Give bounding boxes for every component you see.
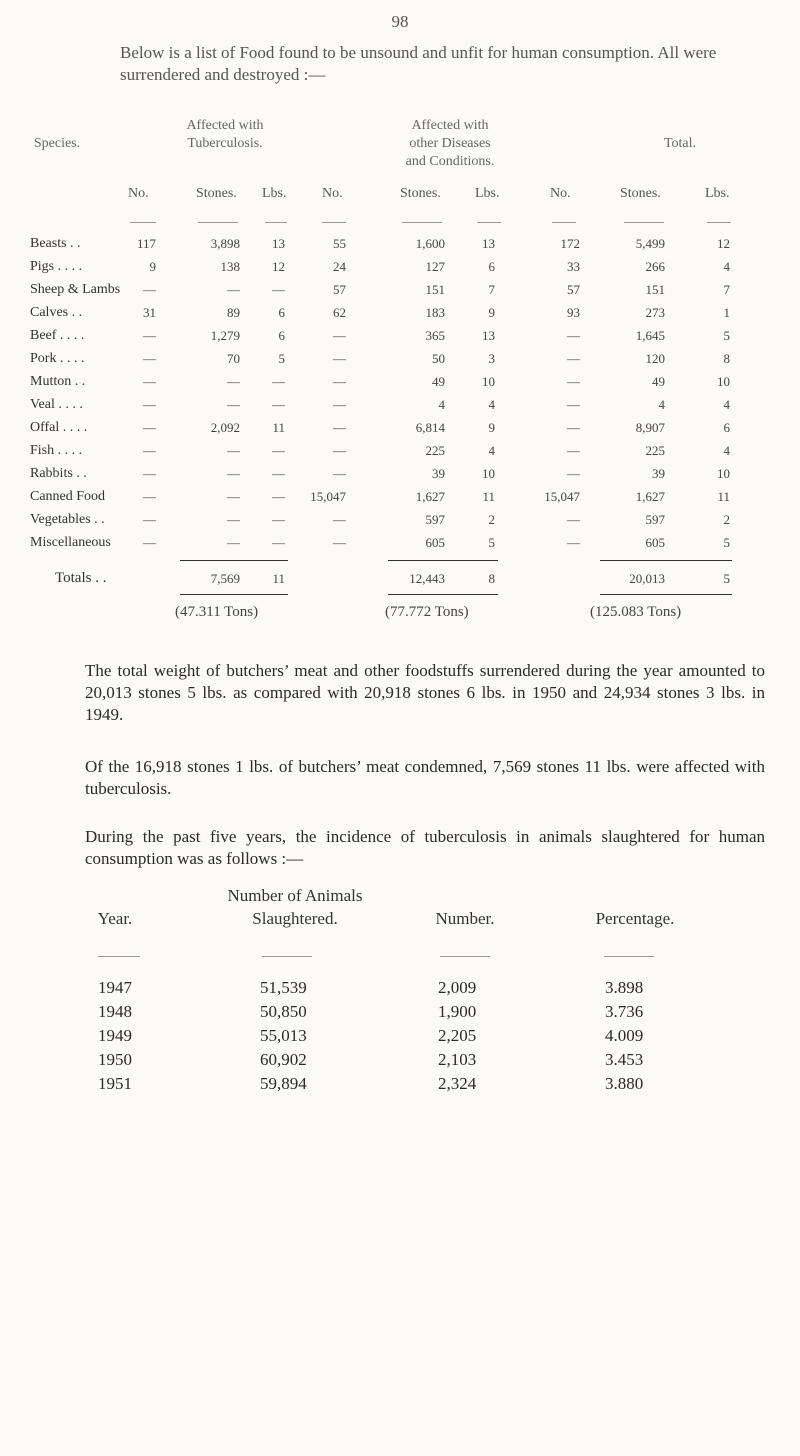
tb-no-cell: — bbox=[143, 397, 156, 412]
tb-stones-cell: 70 bbox=[227, 351, 240, 366]
other-no-cell: — bbox=[333, 443, 346, 458]
totals-rule bbox=[388, 594, 498, 595]
subheader-rule bbox=[265, 222, 287, 223]
tb-stones-cell: — bbox=[227, 489, 240, 504]
total-stones-cell: 266 bbox=[645, 259, 665, 274]
total-no-cell: 33 bbox=[567, 259, 580, 274]
other-header-line3: and Conditions. bbox=[405, 154, 495, 169]
total-no-cell: 93 bbox=[567, 305, 580, 320]
incidence-header-rule bbox=[98, 956, 140, 957]
incidence-intro-paragraph: During the past five years, the incidence of tuberculosis in animals slaughtered for human consumption was as follows :— bbox=[85, 827, 765, 868]
total-stones-subheader: Stones. bbox=[620, 186, 661, 201]
tb-no-cell: — bbox=[143, 374, 156, 389]
tb-lbs-cell: — bbox=[272, 443, 285, 458]
percentage-cell: 3.898 bbox=[605, 978, 644, 997]
total-no-cell: 172 bbox=[560, 236, 580, 251]
tb-no-subheader: No. bbox=[128, 186, 149, 201]
other-stones-cell: 597 bbox=[425, 512, 445, 527]
tb-lbs-cell: 13 bbox=[272, 236, 285, 251]
total-stones-cell: 605 bbox=[645, 535, 665, 550]
tb-stones-cell: — bbox=[227, 374, 240, 389]
total-stones-cell: 49 bbox=[652, 374, 665, 389]
tb-lbs-cell: — bbox=[272, 535, 285, 550]
other-stones-cell: 49 bbox=[432, 374, 445, 389]
total-weight-paragraph: The total weight of butchers’ meat and other foodstuffs surrendered during the year amounted to 20,013 stones 5 lbs. as compared with 20,918 stones 6 lbs. in 1950 and 24,934 stones 3 lbs. in 1949. bbox=[85, 661, 765, 724]
other-no-subheader: No. bbox=[322, 186, 343, 201]
other-stones-cell: 50 bbox=[432, 351, 445, 366]
total-tons: (125.083 Tons) bbox=[590, 604, 682, 620]
number-cell: 2,205 bbox=[438, 1026, 477, 1045]
number-header: Number. bbox=[435, 909, 495, 928]
year-cell: 1947 bbox=[98, 978, 132, 997]
other-lbs-total: 8 bbox=[488, 571, 495, 586]
total-stones-total: 20,013 bbox=[629, 571, 665, 586]
other-stones-cell: 1,627 bbox=[415, 489, 445, 504]
other-lbs-cell: 4 bbox=[488, 443, 495, 458]
other-lbs-cell: 10 bbox=[482, 374, 495, 389]
total-lbs-cell: 6 bbox=[723, 420, 730, 435]
tb-stones-cell: 3,898 bbox=[210, 236, 240, 251]
percentage-cell: 3.880 bbox=[605, 1074, 644, 1093]
year-cell: 1951 bbox=[98, 1074, 132, 1093]
tb-no-cell: — bbox=[143, 328, 156, 343]
tb-lbs-subheader: Lbs. bbox=[262, 186, 287, 201]
other-header-line1: Affected with bbox=[411, 118, 489, 133]
total-no-cell: — bbox=[567, 328, 580, 343]
total-stones-cell: 120 bbox=[645, 351, 665, 366]
other-no-cell: 62 bbox=[333, 305, 346, 320]
tb-lbs-cell: 6 bbox=[278, 305, 285, 320]
subheader-rule bbox=[707, 222, 731, 223]
tb-no-cell: — bbox=[143, 489, 156, 504]
species-label: Veal . . . . bbox=[30, 397, 83, 412]
tb-stones-cell: 89 bbox=[227, 305, 240, 320]
slaughtered-cell: 60,902 bbox=[260, 1050, 307, 1069]
tb-no-cell: 117 bbox=[136, 236, 156, 251]
total-lbs-cell: 5 bbox=[723, 535, 730, 550]
total-lbs-cell: 4 bbox=[723, 443, 730, 458]
total-no-cell: 15,047 bbox=[544, 489, 580, 504]
tb-stones-cell: 1,279 bbox=[210, 328, 240, 343]
tb-lbs-cell: 6 bbox=[278, 328, 285, 343]
tb-lbs-cell: 12 bbox=[272, 259, 285, 274]
tb-stones-cell: — bbox=[227, 512, 240, 527]
other-stones-cell: 4 bbox=[438, 397, 445, 412]
total-stones-cell: 1,627 bbox=[635, 489, 665, 504]
percentage-cell: 3.736 bbox=[605, 1002, 644, 1021]
subheader-rule bbox=[198, 222, 238, 223]
other-stones-cell: 605 bbox=[425, 535, 445, 550]
totals-rule bbox=[388, 560, 498, 561]
total-stones-cell: 39 bbox=[652, 466, 665, 481]
other-no-cell: 24 bbox=[333, 259, 346, 274]
other-no-cell: — bbox=[333, 466, 346, 481]
tb-lbs-cell: — bbox=[272, 489, 285, 504]
year-cell: 1950 bbox=[98, 1050, 132, 1069]
total-no-cell: — bbox=[567, 443, 580, 458]
year-cell: 1949 bbox=[98, 1026, 132, 1045]
tb-lbs-cell: — bbox=[272, 397, 285, 412]
percentage-cell: 3.453 bbox=[605, 1050, 644, 1069]
total-lbs-cell: 2 bbox=[723, 512, 730, 527]
total-stones-cell: 225 bbox=[645, 443, 665, 458]
slaughtered-header-line2: Slaughtered. bbox=[252, 909, 338, 928]
other-lbs-cell: 5 bbox=[488, 535, 495, 550]
other-lbs-cell: 11 bbox=[482, 489, 495, 504]
other-stones-subheader: Stones. bbox=[400, 186, 441, 201]
tb-no-cell: 31 bbox=[143, 305, 156, 320]
subheader-rule bbox=[624, 222, 664, 223]
total-lbs-cell: 11 bbox=[717, 489, 730, 504]
number-cell: 1,900 bbox=[438, 1002, 477, 1021]
other-stones-cell: 151 bbox=[425, 282, 445, 297]
other-lbs-cell: 3 bbox=[488, 351, 495, 366]
tb-no-cell: — bbox=[143, 512, 156, 527]
other-no-cell: — bbox=[333, 351, 346, 366]
incidence-header-rule bbox=[262, 956, 312, 957]
year-header: Year. bbox=[97, 909, 133, 928]
species-label: Sheep & Lambs bbox=[30, 282, 121, 297]
other-no-cell: — bbox=[333, 328, 346, 343]
species-label: Calves . . bbox=[30, 305, 83, 320]
subheader-rule bbox=[322, 222, 346, 223]
other-header-line2: other Diseases bbox=[409, 136, 491, 151]
total-lbs-cell: 1 bbox=[723, 305, 730, 320]
slaughtered-cell: 50,850 bbox=[260, 1002, 307, 1021]
other-stones-cell: 365 bbox=[425, 328, 445, 343]
page-number: 98 bbox=[391, 12, 409, 31]
tb-lbs-cell: — bbox=[272, 374, 285, 389]
tb-stones-cell: — bbox=[227, 535, 240, 550]
total-no-cell: — bbox=[567, 351, 580, 366]
tb-lbs-cell: 5 bbox=[278, 351, 285, 366]
tb-no-cell: 9 bbox=[149, 259, 156, 274]
other-no-cell: — bbox=[333, 397, 346, 412]
percentage-cell: 4.009 bbox=[605, 1026, 644, 1045]
totals-rule bbox=[600, 560, 732, 561]
total-lbs-cell: 8 bbox=[723, 351, 730, 366]
other-no-cell: — bbox=[333, 420, 346, 435]
total-stones-cell: 151 bbox=[645, 282, 665, 297]
intro-paragraph: Below is a list of Food found to be unsound and unfit for human consumption. All were surrendered and destroyed :— bbox=[120, 43, 717, 84]
total-lbs-cell: 10 bbox=[717, 466, 730, 481]
total-lbs-total: 5 bbox=[723, 571, 730, 586]
subheader-rule bbox=[130, 222, 156, 223]
other-lbs-cell: 7 bbox=[488, 282, 495, 297]
species-label: Pigs . . . . bbox=[30, 259, 83, 274]
species-label: Canned Food bbox=[30, 489, 106, 504]
total-lbs-cell: 4 bbox=[723, 259, 730, 274]
other-stones-cell: 183 bbox=[425, 305, 445, 320]
other-stones-cell: 1,600 bbox=[415, 236, 445, 251]
incidence-header-rule bbox=[604, 956, 654, 957]
tb-stones-subheader: Stones. bbox=[196, 186, 237, 201]
total-stones-cell: 597 bbox=[645, 512, 665, 527]
slaughtered-header-line1: Number of Animals bbox=[227, 886, 363, 905]
tb-lbs-total: 11 bbox=[272, 571, 285, 586]
species-label: Rabbits . . bbox=[30, 466, 87, 481]
species-header: Species. bbox=[33, 136, 81, 151]
total-stones-cell: 4 bbox=[658, 397, 665, 412]
total-no-cell: — bbox=[567, 397, 580, 412]
other-stones-cell: 127 bbox=[425, 259, 445, 274]
incidence-header-rule bbox=[440, 956, 490, 957]
other-lbs-cell: 2 bbox=[488, 512, 495, 527]
other-no-cell: 15,047 bbox=[310, 489, 346, 504]
tb-no-cell: — bbox=[143, 282, 156, 297]
other-lbs-cell: 4 bbox=[488, 397, 495, 412]
slaughtered-cell: 55,013 bbox=[260, 1026, 307, 1045]
total-stones-cell: 1,645 bbox=[635, 328, 665, 343]
total-no-subheader: No. bbox=[550, 186, 571, 201]
total-stones-cell: 273 bbox=[645, 305, 665, 320]
total-lbs-cell: 12 bbox=[717, 236, 730, 251]
species-label: Beasts . . bbox=[30, 236, 81, 251]
total-no-cell: — bbox=[567, 512, 580, 527]
other-lbs-cell: 10 bbox=[482, 466, 495, 481]
year-cell: 1948 bbox=[98, 1002, 132, 1021]
tb-header-line1: Affected with bbox=[186, 118, 264, 133]
species-label: Pork . . . . bbox=[30, 351, 85, 366]
percentage-header: Percentage. bbox=[595, 909, 675, 928]
tb-lbs-cell: 11 bbox=[272, 420, 285, 435]
number-cell: 2,324 bbox=[438, 1074, 477, 1093]
total-lbs-cell: 5 bbox=[723, 328, 730, 343]
slaughtered-cell: 59,894 bbox=[260, 1074, 307, 1093]
totals-rule bbox=[600, 594, 732, 595]
other-lbs-cell: 9 bbox=[488, 420, 495, 435]
total-no-cell: — bbox=[567, 374, 580, 389]
species-label: Offal . . . . bbox=[30, 420, 88, 435]
totals-rule bbox=[180, 560, 288, 561]
species-label: Fish . . . . bbox=[30, 443, 83, 458]
species-label: Vegetables . . bbox=[30, 512, 105, 527]
total-no-cell: — bbox=[567, 535, 580, 550]
tb-lbs-cell: — bbox=[272, 466, 285, 481]
meat-condemned-paragraph: Of the 16,918 stones 1 lbs. of butchers’ meat condemned, 7,569 stones 11 lbs. were affected with tuberculosis. bbox=[85, 757, 765, 798]
other-no-cell: — bbox=[333, 535, 346, 550]
other-lbs-cell: 13 bbox=[482, 236, 495, 251]
other-lbs-subheader: Lbs. bbox=[475, 186, 500, 201]
other-stones-cell: 6,814 bbox=[415, 420, 445, 435]
subheader-rule bbox=[552, 222, 576, 223]
other-stones-cell: 39 bbox=[432, 466, 445, 481]
total-stones-cell: 5,499 bbox=[635, 236, 665, 251]
other-no-cell: — bbox=[333, 374, 346, 389]
totals-rule bbox=[180, 594, 288, 595]
slaughtered-cell: 51,539 bbox=[260, 978, 307, 997]
tb-no-cell: — bbox=[143, 420, 156, 435]
other-lbs-cell: 9 bbox=[488, 305, 495, 320]
tb-no-cell: — bbox=[143, 443, 156, 458]
species-label: Mutton . . bbox=[30, 374, 86, 389]
total-no-cell: — bbox=[567, 420, 580, 435]
total-lbs-cell: 10 bbox=[717, 374, 730, 389]
total-lbs-subheader: Lbs. bbox=[705, 186, 730, 201]
number-cell: 2,009 bbox=[438, 978, 477, 997]
tb-no-cell: — bbox=[143, 466, 156, 481]
total-lbs-cell: 7 bbox=[723, 282, 730, 297]
tb-tons: (47.311 Tons) bbox=[175, 604, 259, 620]
other-stones-cell: 225 bbox=[425, 443, 445, 458]
subheader-rule bbox=[477, 222, 501, 223]
tb-stones-cell: 2,092 bbox=[210, 420, 240, 435]
other-stones-total: 12,443 bbox=[409, 571, 445, 586]
totals-label: Totals . . bbox=[55, 570, 107, 586]
tb-stones-cell: 138 bbox=[220, 259, 240, 274]
other-no-cell: 55 bbox=[333, 236, 346, 251]
species-label: Beef . . . . bbox=[30, 328, 85, 343]
other-no-cell: — bbox=[333, 512, 346, 527]
species-label: Miscellaneous bbox=[30, 535, 111, 550]
other-lbs-cell: 6 bbox=[488, 259, 495, 274]
tb-lbs-cell: — bbox=[272, 282, 285, 297]
total-header: Total. bbox=[663, 136, 697, 151]
total-no-cell: 57 bbox=[567, 282, 580, 297]
tb-lbs-cell: — bbox=[272, 512, 285, 527]
tb-no-cell: — bbox=[143, 351, 156, 366]
tb-stones-cell: — bbox=[227, 397, 240, 412]
tb-stones-cell: — bbox=[227, 466, 240, 481]
other-tons: (77.772 Tons) bbox=[385, 604, 469, 620]
tb-stones-total: 7,569 bbox=[210, 571, 240, 586]
tb-header-line2: Tuberculosis. bbox=[187, 136, 263, 151]
tb-no-cell: — bbox=[143, 535, 156, 550]
tb-stones-cell: — bbox=[227, 443, 240, 458]
tb-stones-cell: — bbox=[227, 282, 240, 297]
total-lbs-cell: 4 bbox=[723, 397, 730, 412]
subheader-rule bbox=[402, 222, 442, 223]
other-no-cell: 57 bbox=[333, 282, 346, 297]
number-cell: 2,103 bbox=[438, 1050, 477, 1069]
total-stones-cell: 8,907 bbox=[635, 420, 665, 435]
total-no-cell: — bbox=[567, 466, 580, 481]
other-lbs-cell: 13 bbox=[482, 328, 495, 343]
